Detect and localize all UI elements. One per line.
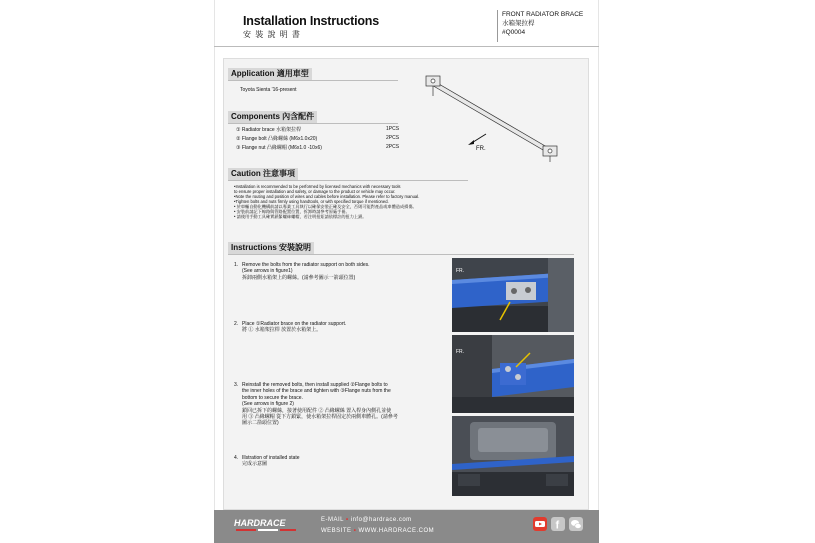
product-info-box (497, 10, 599, 42)
svg-text:f: f (555, 519, 560, 531)
step-line: Illstration of installed state (242, 455, 300, 461)
component-item: ② Flange bolt 凸緣螺絲 (M6x1.0x20) (236, 136, 318, 142)
caution-line: • 請使用手動工具確實鎖緊螺絲螺帽，若注明扭矩請依標註的扭力上鎖。 (234, 214, 367, 219)
header-divider (214, 46, 599, 47)
step-line: (See arrows in figure 2) (242, 401, 294, 408)
step-3 (234, 382, 444, 427)
product-name-zh: 水箱架拉桿 (502, 20, 535, 27)
brace-diagram (418, 70, 568, 162)
instructions-rule (228, 254, 574, 255)
figure-2-photo (452, 335, 574, 413)
document-title: Installation Instructions (243, 14, 379, 28)
website-label: WEBSITE (321, 528, 352, 534)
email-link[interactable]: info@hardrace.com (350, 517, 412, 523)
components-heading: Components 內含配件 (228, 111, 317, 123)
step-4 (234, 455, 444, 468)
step-line: bottom to secure the brace. (242, 394, 303, 401)
website-link[interactable]: WWW.HARDRACE.COM (358, 528, 435, 534)
product-code: #Q0004 (502, 29, 526, 36)
step-line: 用 ③ 凸緣螺帽 從下方鎖緊，使水箱架拉桿固定於兩側車體孔。(請參考 (242, 414, 398, 421)
hardrace-logo (232, 515, 300, 535)
vehicle-text: Toyota Sienta '16-present (240, 87, 297, 93)
step-number: 4. (234, 455, 239, 461)
footer-website: WEBSITE • WWW.HARDRACE.COM (321, 528, 435, 534)
caution-line: •Tighten bolts and nuts firmly using handtools, or with specified torque if mentioned. (234, 199, 389, 204)
step-line: 將 ① 水箱架拉桿 放置於水箱架上。 (242, 327, 322, 334)
step-line: the inner holes of the brace and tighten with ③Flange nuts from the (242, 388, 391, 395)
figure-1-fr-label: FR. (456, 268, 465, 274)
step-1 (234, 262, 444, 281)
step-line: 圖示二箭頭位置) (242, 420, 279, 427)
step-2 (234, 321, 444, 334)
document-subtitle: 安 裝 說 明 書 (243, 30, 301, 39)
application-heading: Application 適用車型 (228, 68, 312, 80)
component-qty: 2PCS (386, 144, 400, 150)
figure-installed-photo (452, 416, 574, 496)
caution-rule (228, 180, 468, 181)
footer-email: E-MAIL • info@hardrace.com (321, 517, 412, 523)
step-number: 3. (234, 382, 239, 388)
facebook-icon[interactable] (551, 517, 565, 531)
wechat-icon[interactable] (569, 517, 583, 531)
step-line: Place ①Radiator brace on the radiator support. (242, 321, 347, 327)
step-line: 拆卸兩側水箱架上的螺絲。(請參考圖示一箭頭位置) (242, 274, 356, 281)
caution-line: •Note the routing and position of wires and cables before installation. Please refer to factory manual. (234, 194, 420, 199)
step-line: 完成示意圖 (242, 461, 268, 468)
caution-line: to ensure proper installation and safety, or damage to the product or vehicle may occur. (234, 189, 396, 194)
step-number: 1. (234, 262, 239, 268)
step-line: (See arrows in figure1) (242, 268, 293, 275)
diagram-fr-label: FR. (476, 146, 486, 152)
caution-heading: Caution 注意事項 (228, 168, 298, 180)
step-line: 鎖回已拆下的螺絲，接著使用配件 ② 凸緣螺絲 置入桿身內側孔並使 (242, 407, 392, 414)
component-qty: 1PCS (386, 126, 400, 132)
caution-line: • 安裝前請記下線路與管路配置位置，拆卸時請參考原廠手冊。 (234, 209, 350, 214)
component-qty: 2PCS (386, 135, 400, 141)
step-number: 2. (234, 321, 239, 327)
instructions-heading: Instructions 安裝說明 (228, 242, 314, 254)
component-item: ① Radiator brace 水箱架拉桿 (236, 127, 302, 133)
step-line: Reinstall the removed bolts, then install supplied ②Flange bolts to (242, 382, 388, 388)
step-line: Remove the bolts from the radiator support on both sides. (242, 262, 370, 268)
footer (214, 510, 599, 543)
youtube-icon[interactable] (533, 517, 547, 531)
figure-2-fr-label: FR. (456, 349, 465, 355)
figure-1-photo (452, 258, 574, 332)
caution-line: •Installation is recommended to be performed by licensed mechanics with necessary tools (234, 184, 401, 189)
product-name: FRONT RADIATOR BRACE (502, 11, 584, 18)
components-rule (228, 123, 398, 124)
email-label: E-MAIL (321, 517, 344, 523)
brand-name: HARDRACE (234, 518, 286, 528)
application-rule (228, 80, 398, 81)
caution-line: • 於車輛自動化機構前請以專業工具執行以確保安裝正確及安全，否則可能對產品或車體造成損傷。 (234, 204, 417, 209)
component-item: ③ Flange nut 凸緣螺帽 (M6x1.0 -10x6) (236, 145, 322, 151)
